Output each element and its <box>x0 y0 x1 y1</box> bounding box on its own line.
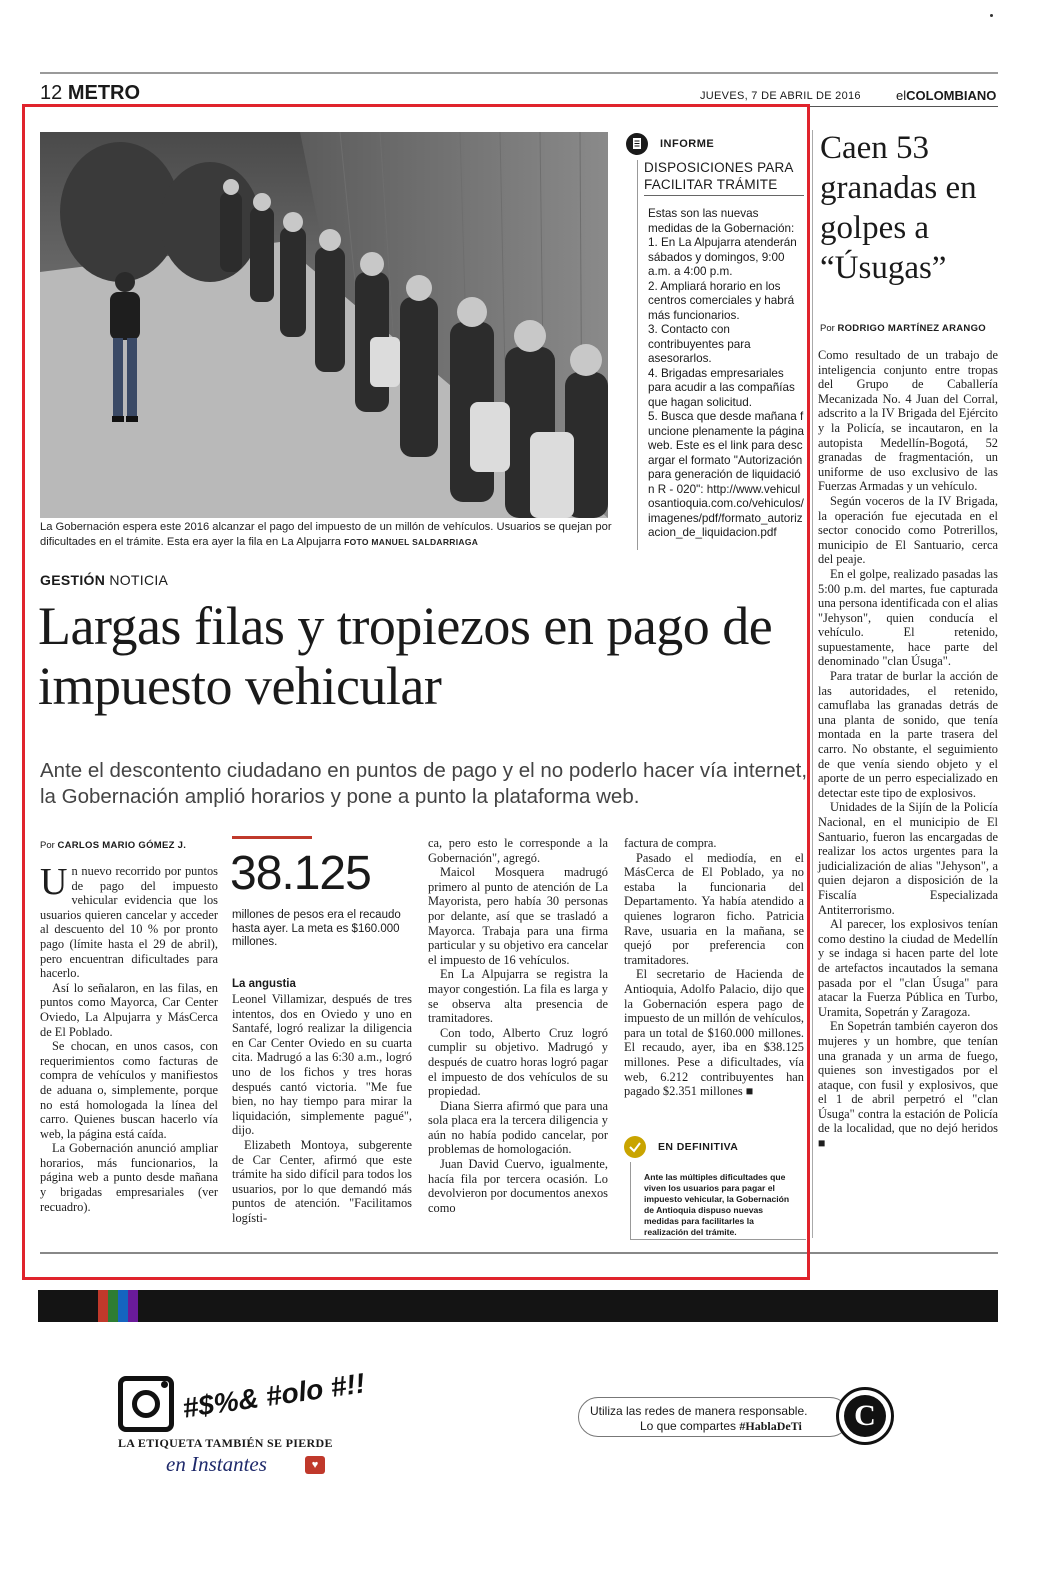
informe-item: 2. Ampliará horario en los centros comerciales y habrá más funcionarios. <box>648 279 795 322</box>
big-number-caption: millones de pesos era el recaudo hasta ayer. La meta es $160.000 millones. <box>232 909 401 948</box>
photo-credit: FOTO MANUEL SALDARRIAGA <box>344 537 479 547</box>
article-paragraph: En La Alpujarra se registra la mayor congestión. La fila es larga y se observa alta presencia de tramitadores. <box>428 967 608 1026</box>
article-paragraph: Maicol Mosquera madrugó primero al punto de atención de La Mayorista, pero había 30 personas por delante, así que se trasladó a Mayorca. Trabaja para una firma particular y su objetivo era cancelar el impuesto de 16 vehículos. <box>428 865 608 967</box>
brand-prefix: el <box>896 88 907 103</box>
highlight-box <box>22 104 810 1280</box>
byline-prefix: Por <box>820 323 835 334</box>
ad-band <box>38 1290 998 1322</box>
article-paragraph: Con todo, Alberto Cruz logró cumplir su objetivo. Madrugó y después de cuatro horas logró pagar el impuesto de dos vehículos de su propiedad. <box>428 1025 608 1099</box>
article-paragraph: Así lo señalaron, en las filas, en puntos como Mayorca, Car Center Oviedo, La Alpujarra y MásCerca de El Poblado. <box>40 980 218 1039</box>
color-stripe <box>108 1290 118 1322</box>
informe-item: 4. Brigadas empresariales para acudir a las compañías que hagan solicitud. <box>648 366 795 409</box>
drop-cap: U <box>40 861 68 903</box>
article-paragraph: El secretario de Hacienda de Antioquia, Adolfo Palacio, dijo que la Gobernación espera pago de impuesto de un millón de vehículos, para un total de $160.000 millones. El recaudo, ayer, iba en $38.125 millones. Pese a dificultades, vía web, 6.212 contribuyentes han pagado $2.351 millones ■ <box>624 967 804 1099</box>
brand-logo-icon: C <box>844 1395 886 1437</box>
byline-prefix: Por <box>40 840 55 851</box>
article-paragraph: La Gobernación anunció ampliar horarios, más funcionarios, la página web a punto desde mañana y brigadas empresariales (ver recuadro). <box>40 1141 218 1214</box>
article-paragraph: Diana Sierra afirmó que para una sola placa era la tercera diligencia y aún no había podido cancelar, por problemas de homologación. <box>428 1098 608 1157</box>
page-mark <box>990 14 993 17</box>
article-paragraph: Leonel Villamizar, después de tres intentos, dos en Oviedo y uno en Santafé, logró realizar la diligencia en Car Center Oviedo en su cuarta cita. Madrugó a las 6:30 a.m., logró uno de los fichos y tres horas después cantó victoria. "Me fue bien, no hay tiempo para mirar la liquidación, simplemente pagué", dijo. <box>232 992 412 1138</box>
ad-scribble: #$%& #olo #!! <box>180 1367 367 1424</box>
article-paragraph: En Sopetrán también cayeron dos mujeres y un hombre, que tenían una granada y un arma de fuego, quienes son investigados por el ataque, con fusil y explosivos, que el 1 de abril perpetró el "clan Úsuga" contra la estación de Policía de la localidad, que no dejó heridos ■ <box>818 1019 998 1151</box>
side-story-byline <box>820 323 986 334</box>
informe-item: 3. Contacto con contribuyentes para asesorarlos. <box>648 323 751 365</box>
article-paragraph: Juan David Cuervo, igualmente, hacía fila por tercera ocasión. Lo devolvieron por documentos anexos como <box>428 1157 608 1215</box>
top-rule <box>40 72 998 74</box>
article-paragraph: Según voceros de la IV Brigada, la operación fue ejecutada en el sector conocido como Potrerillos, municipio de El Santuario, cerca del peaje. <box>818 493 998 567</box>
heart-icon: ♥ <box>305 1456 325 1474</box>
informe-title: DISPOSICIONES PARA FACILITAR TRÁMITE <box>644 160 793 192</box>
page-header-section <box>40 82 140 105</box>
newspaper-brand <box>896 88 996 103</box>
ad-tagline: LA ETIQUETA TAMBIÉN SE PIERDE <box>118 1436 333 1450</box>
brand-name: COLOMBIANO <box>906 88 997 103</box>
article-paragraph: factura de compra. <box>624 836 717 850</box>
article-paragraph: ca, pero esto le corresponde a la Gobernación", agregó. <box>428 836 608 865</box>
article-paragraph: Pasado el mediodía, en el MásCerca de El Poblado, ya no estaba la funcionaria del Departamento. Ya había atendido a quienes lograron ficho. Patricia Rave, usuaria en la mañana, se quejó por preferencia con tramitadores. <box>624 850 804 967</box>
kicker-type: NOTICIA <box>109 572 169 588</box>
informe-item: 1. En La Alpujarra atenderán sábados y domingos, 9:00 a.m. a 4:00 p.m. <box>648 236 797 278</box>
section-name: METRO <box>67 82 141 104</box>
ad-hashtag: #HablaDeTi <box>739 1419 802 1433</box>
byline-author: RODRIGO MARTÍNEZ ARANGO <box>837 323 986 334</box>
page-number: 12 <box>40 82 63 104</box>
color-stripe <box>98 1290 108 1322</box>
article-paragraph: Como resultado de un trabajo de inteligencia conjunto entre tropas del Grupo de Caballería Mecanizada No. 4 Juan del Corral, adscrito a la IV Brigada del Ejército y la Policía, se incautaron, en la autopista Medellín-Bogotá, 52 granadas de fragmentación, un uniforme de uso exclusivo de las Fuerzas Armadas y un vehículo. <box>818 348 998 494</box>
ad-script: en Instantes <box>166 1452 267 1476</box>
article-paragraph: En el golpe, realizado pasadas las 5:00 p.m. del martes, fue capturada una persona identificada con el alias "Jehyson", quien conducía el vehículo. El retenido, supuestamente, hace parte del denominado "clan Úsuga". <box>818 566 998 669</box>
color-stripe <box>128 1290 138 1322</box>
kicker-bold: GESTIÓN <box>40 572 106 588</box>
article-headline: Largas filas y tropiezos en pago de impuesto vehicular <box>38 596 773 716</box>
article-deck: Ante el descontento ciudadano en puntos de pago y el no poderlo hacer vía internet, la Gobernación amplió horarios y pone a punto la plataforma web. <box>40 759 808 808</box>
article-paragraph: Unidades de la Sijín de la Policía Nacional, en el municipio de El Santuario, fueron las encargadas de realizar los actos urgentes para la judicialización de alias "Jehyson", a quien dejaron a disposición de la Fiscalía Especializada Antiterrorismo. <box>818 800 998 917</box>
article-paragraph: Al parecer, los explosivos tenían como destino la ciudad de Medellín y se indaga si hacen parte del lote de artefactos incautados la semana pasada por el "clan Úsuga" para atacar la Fuerza Pública en Turbo, Uramita, Sopetrán y Zaragoza. <box>818 917 998 1019</box>
ad-message-prefix: Lo que compartes <box>640 1419 737 1433</box>
byline-author: CARLOS MARIO GÓMEZ J. <box>57 840 187 851</box>
subhead: La angustia <box>232 978 296 990</box>
big-number: 38.125 <box>230 847 371 900</box>
informe-label: INFORME <box>660 138 715 150</box>
camera-flash-icon <box>161 1381 168 1388</box>
camera-lens-icon <box>132 1390 160 1418</box>
header-date: JUEVES, 7 DE ABRIL DE 2016 <box>700 90 861 102</box>
summary-text: Ante las múltiples dificultades que viven los usuarios para pagar el impuesto vehicular, la Gobernación de Antioquia dispuso nuevas medidas para facilitarles la realización del trámite. <box>644 1172 790 1237</box>
color-stripe <box>118 1290 128 1322</box>
side-story-body <box>818 348 998 1151</box>
informe-intro: Estas son las nuevas medidas de la Gobernación: <box>648 207 795 235</box>
caption-text: La Gobernación espera este 2016 alcanzar el pago del impuesto de un millón de vehículos. Usuarios se quejan por dificultades en el trámite. Esta era ayer la fila en La Alpujarra <box>40 521 612 548</box>
ad-message-line-2 <box>640 1419 802 1434</box>
article-paragraph: Para tratar de burlar la acción de las autoridades, el retenido, camuflaba las granadas detrás de una planta de sonido, que tenía montada en la parte trasera del carro. No obstante, el seguimiento de que venía siendo objeto y el aporte de un perro especializado en detectar este tipo de explosivos. <box>818 669 998 800</box>
paragraph-text: n nuevo recorrido por puntos de pago del impuesto vehicular evidencia que los usuarios quieren cancelar y acceder al descuento del 10 % por pronto pago (límite hasta el 29 de abril), pero encuentran dificultades para hacerlo. <box>40 864 218 981</box>
article-paragraph: Se chocan, en unos casos, con requerimientos como facturas de compra de vehículos y manifiestos de aduana o, simplemente, porque no está homologada la línea del carro. Quienes buscan hacerlo vía web, la página está caída. <box>40 1039 218 1141</box>
side-story-headline: Caen 53 granadas en golpes a “Úsugas” <box>820 130 977 286</box>
summary-label: EN DEFINITIVA <box>658 1141 739 1153</box>
article-paragraph: Elizabeth Montoya, subgerente de Car Center, afirmó que este trámite ha sido difícil para todos los usuarios, por lo que demandó más puntos de atención. "Facilitamos logísti- <box>232 1137 412 1225</box>
ad-message-line-1: Utiliza las redes de manera responsable. <box>590 1404 808 1418</box>
column-divider <box>812 130 813 1238</box>
informe-item: 5. Busca que desde mañana funcione plenamente la página web. Este es el link para descargar el formato "Autorización para generación de liquidación R - 020": http://www.vehiculosantioquia.com.co/vehiculos/imagenes/pdf/formato_autorizacion_de_liquidacion.pdf <box>648 410 804 539</box>
